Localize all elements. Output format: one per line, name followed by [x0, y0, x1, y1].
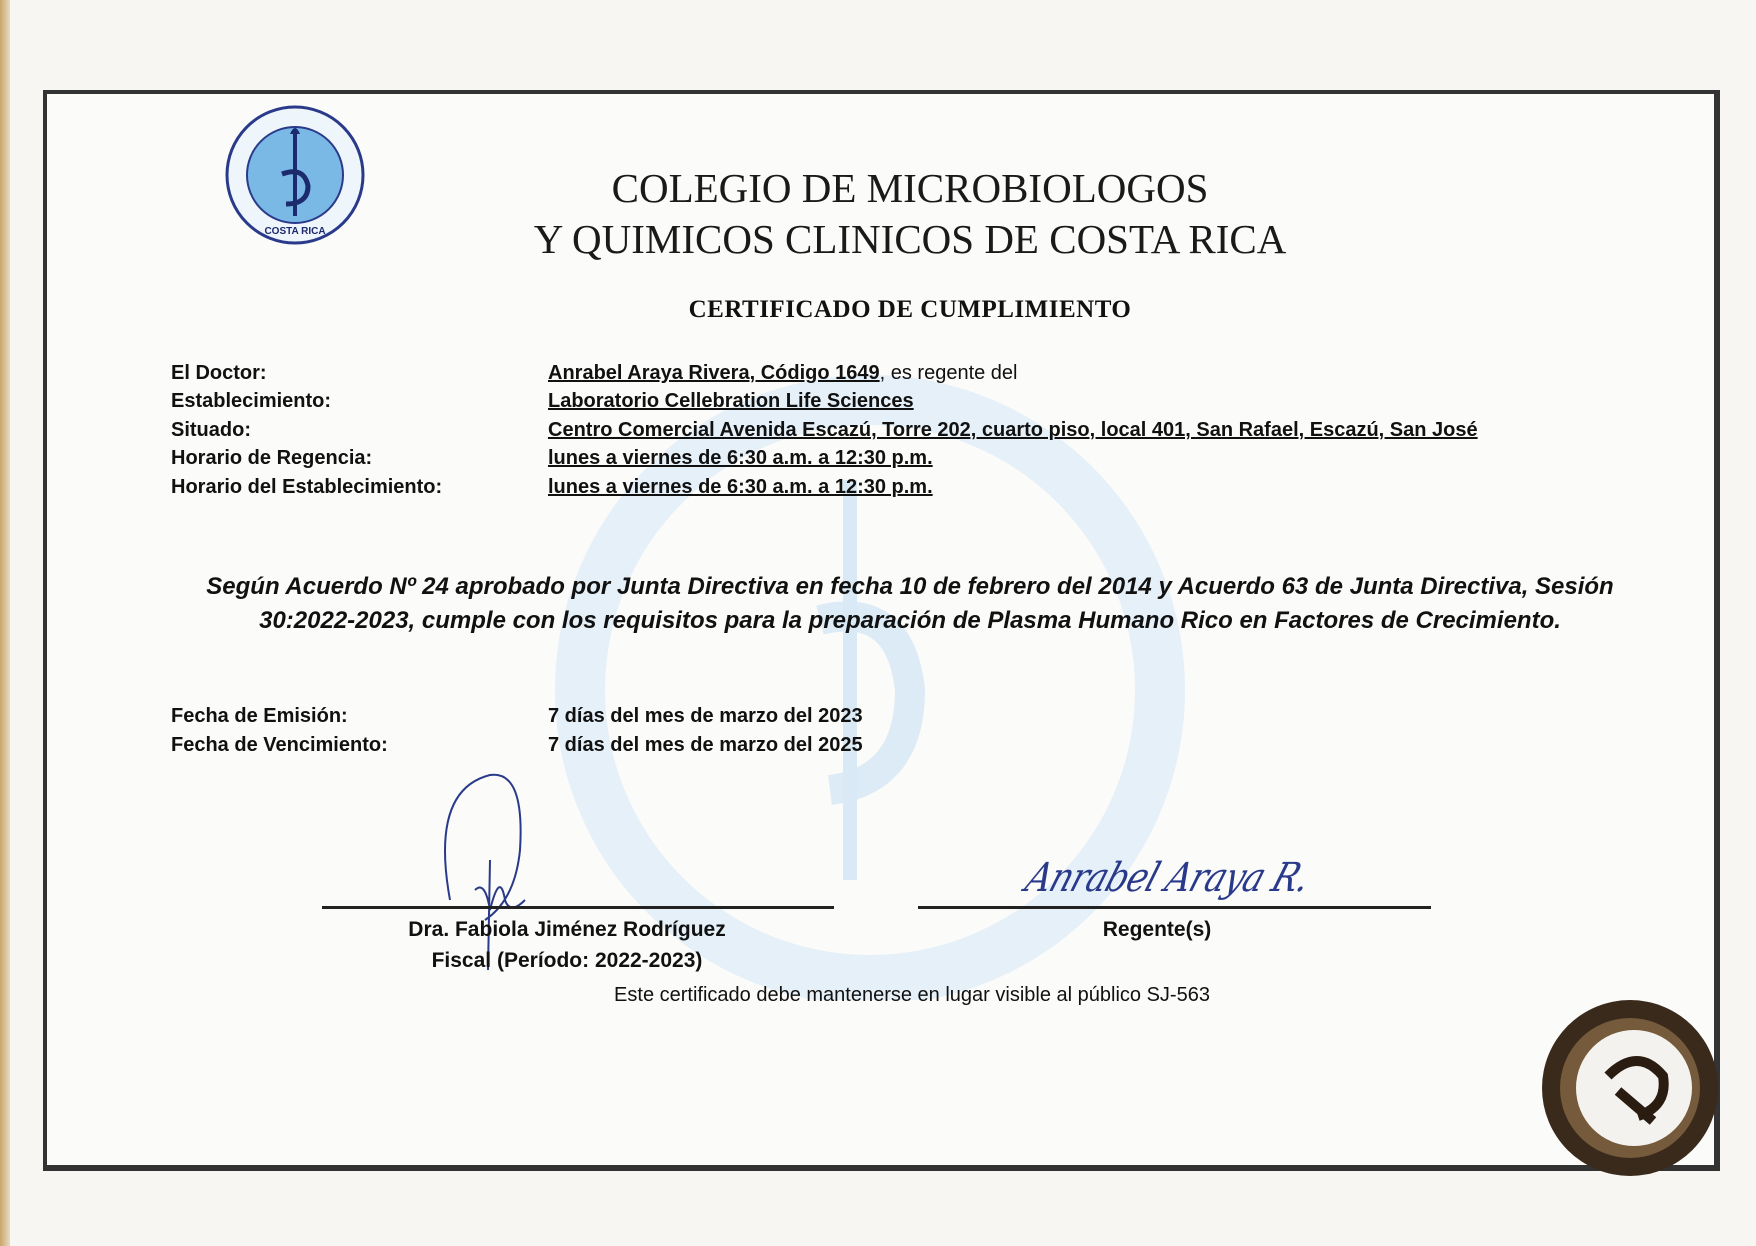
- field-label: Horario del Establecimiento:: [171, 476, 443, 498]
- date-value-expiry: 7 días del mes de marzo del 2025: [548, 734, 863, 756]
- field-label: Establecimiento:: [171, 390, 332, 412]
- compliance-statement: Según Acuerdo Nº 24 aprobado por Junta Directiva en fecha 10 de febrero del 2014 y Acuerdo 63 de Junta Directiva, Sesión 30:2022-2023, cumple con los requisitos para la preparación de Plasma Humano Rico en Factores de Crecimiento.: [206, 573, 1614, 634]
- doctor-suffix: , es regente del: [879, 362, 1018, 384]
- date-value-issue: 7 días del mes de marzo del 2023: [548, 705, 863, 727]
- field-value-regency-hours: lunes a viernes de 6:30 a.m. a 12:30 p.m.: [548, 447, 933, 469]
- fiscal-role: Fiscal (Período: 2022-2023): [431, 949, 703, 972]
- certificate-subtitle: CERTIFICADO DE CUMPLIMIENTO: [688, 296, 1132, 323]
- embossed-stamp: [1538, 996, 1722, 1180]
- date-label-issue: Fecha de Emisión:: [171, 705, 348, 727]
- svg-text:COSTA RICA: COSTA RICA: [264, 226, 326, 237]
- field-label: Situado:: [171, 419, 251, 441]
- fiscal-name: Dra. Fabiola Jiménez Rodríguez: [408, 918, 726, 941]
- title-line-2: Y QUIMICOS CLINICOS DE COSTA RICA: [533, 216, 1287, 262]
- fiscal-signature: [430, 770, 580, 1010]
- field-value-establishment: Laboratorio Cellebration Life Sciences: [548, 390, 914, 412]
- footer-note: Este certificado debe mantenerse en lugar visible al público SJ-563: [614, 984, 1210, 1006]
- regent-signature: Anrabel Araya R.: [1020, 855, 1316, 901]
- regent-role: Regente(s): [1102, 918, 1212, 941]
- field-value-location: Centro Comercial Avenida Escazú, Torre 202, cuarto piso, local 401, San Rafael, Escazú, San José: [548, 419, 1478, 441]
- signature-line-left: [322, 906, 834, 909]
- title-line-1: COLEGIO DE MICROBIOLOGOS: [611, 165, 1209, 211]
- date-label-expiry: Fecha de Vencimiento:: [171, 734, 388, 756]
- signature-line-right: [918, 906, 1431, 909]
- field-value-doctor: [548, 362, 1018, 385]
- field-label: Horario de Regencia:: [171, 447, 373, 469]
- field-value-establishment-hours: lunes a viernes de 6:30 a.m. a 12:30 p.m.: [548, 476, 933, 498]
- doctor-name: Anrabel Araya Rivera, Código 1649: [548, 362, 880, 384]
- field-label: El Doctor:: [171, 362, 267, 384]
